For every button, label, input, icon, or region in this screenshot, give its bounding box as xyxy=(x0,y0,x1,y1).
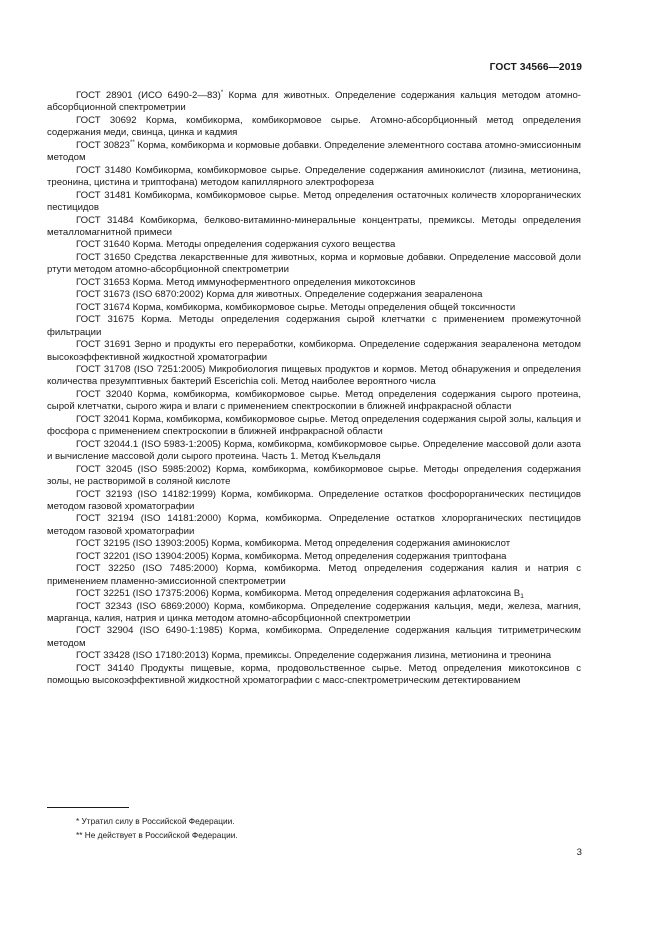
reference-text: ГОСТ 34140 Продукты пищевые, корма, продовольственное сырье. Метод определения микотоксинов с помощью высокоэффективной жидкостной хроматографии с масс-спектрометрическим детектированием xyxy=(47,662,581,687)
reference-text: ГОСТ 32041 Корма, комбикорма, комбикормовое сырье. Метод определения содержания сырой золы, кальция и фосфора с применением спектроскопии в ближней инфракрасной области xyxy=(47,413,581,438)
reference-entry xyxy=(47,289,581,301)
reference-entry xyxy=(47,414,581,439)
reference-text: ГОСТ 31675 Корма. Методы определения содержания сырой клетчатки с применением промежуточной фильтрации xyxy=(47,314,581,338)
normative-references-list xyxy=(47,90,581,688)
reference-entry xyxy=(47,252,581,277)
footnote-withdrawn: * Утратил силу в Российской Федерации. xyxy=(76,816,235,826)
reference-text: ГОСТ 32195 (ISO 13903:2005) Корма, комбикорма. Метод определения содержания аминокислот xyxy=(76,538,511,550)
footnote-not-in-force: ** Не действует в Российской Федерации. xyxy=(76,829,238,840)
reference-entry xyxy=(47,439,581,464)
reference-text: ГОСТ 31673 (ISO 6870:2002) Корма для животных. Определение содержания зеараленона xyxy=(76,289,483,301)
reference-entry xyxy=(47,588,581,600)
reference-text: ГОСТ 32040 Корма, комбикорма, комбикормовое сырье. Метод определения содержания сырого протеина, сырой клетчатки, сырого жира и влаги с применением спектроскопии в ближней инфракрасной области xyxy=(47,388,581,413)
reference-entry xyxy=(47,302,581,314)
reference-entry xyxy=(47,239,581,251)
reference-entry xyxy=(47,277,581,289)
reference-text: ГОСТ 28901 (ИСО 6490-2—83) xyxy=(76,90,221,101)
reference-text: ГОСТ 32343 (ISO 6869:2000) Корма, комбикорма. Определение содержания кальция, меди, железа, магния, марганца, калия, натрия и цинка методом атомно-абсорбционной спектрометрии xyxy=(47,600,581,625)
subscript: 1 xyxy=(520,593,524,601)
reference-text-continued: Корма, комбикорма и кормовые добавки. Определение элементного состава атомно-эмиссионным методом xyxy=(47,139,581,164)
reference-entry xyxy=(47,663,581,688)
reference-entry xyxy=(47,464,581,489)
reference-text: ГОСТ 31674 Корма, комбикорма, комбикормовое сырье. Методы определения общей токсичности xyxy=(76,301,516,313)
footnote-separator xyxy=(47,807,129,808)
reference-entry xyxy=(47,538,581,550)
reference-entry xyxy=(47,364,581,389)
reference-text: ГОСТ 30692 Корма, комбикорма, комбикормовое сырье. Атомно-абсорбционный метод определения содержания меди, свинца, цинка и кадмия xyxy=(47,114,581,139)
document-code-header: ГОСТ 34566—2019 xyxy=(489,62,582,73)
reference-text: ГОСТ 30823 xyxy=(76,139,130,151)
reference-text: ГОСТ 32201 (ISO 13904:2005) Корма, комбикорма. Метод определения содержания триптофана xyxy=(76,550,507,562)
reference-entry xyxy=(47,165,581,190)
reference-entry xyxy=(47,115,581,140)
footnote-mark: * xyxy=(220,90,224,96)
reference-text: ГОСТ 31650 Средства лекарственные для животных, корма и кормовые добавки. Определение массовой доли ртути методом атомно-абсорбционной спектрометрии xyxy=(47,251,581,276)
reference-entry xyxy=(47,389,581,414)
reference-text: ГОСТ 31640 Корма. Методы определения содержания сухого вещества xyxy=(76,239,396,251)
reference-text: ГОСТ 31653 Корма. Метод иммуноферментного определения микотоксинов xyxy=(76,276,416,288)
reference-text: ГОСТ 31708 (ISO 7251:2005) Микробиология пищевых продуктов и кормов. Метод обнаружения и определения количества презумптивных бактерий Escerichia coli. Метод наиболее вероятного числа xyxy=(47,363,581,388)
footnotes xyxy=(76,815,238,842)
reference-entry xyxy=(47,625,581,650)
reference-entry xyxy=(47,551,581,563)
page-number: 3 xyxy=(576,847,582,858)
reference-entry xyxy=(47,650,581,662)
reference-entry xyxy=(47,140,581,165)
reference-text: ГОСТ 32193 (ISO 14182:1999) Корма, комбикорма. Определение остатков фосфорорганических пестицидов методом газовой хроматографии xyxy=(47,488,581,512)
reference-entry xyxy=(47,314,581,339)
reference-text: ГОСТ 32904 (ISO 6490-1:1985) Корма, комбикорма. Определение содержания кальция титриметрическим методом xyxy=(47,625,581,649)
reference-text: ГОСТ 31691 Зерно и продукты его переработки, комбикорма. Определение содержания зеараленона методом высокоэффективной жидкостной хроматографии xyxy=(47,339,581,363)
reference-entry xyxy=(47,563,581,588)
reference-text-continued: Корма для животных. Определение содержания кальция методом атомно-абсорбционной спектрометрии xyxy=(47,90,581,114)
reference-entry xyxy=(47,513,581,538)
footnote-mark: ** xyxy=(130,139,135,146)
reference-text: ГОСТ 31484 Комбикорма, белково-витаминно-минеральные концентраты, премиксы. Методы определения металломагнитной примеси xyxy=(47,214,581,238)
reference-entry xyxy=(47,215,581,240)
reference-entry xyxy=(47,489,581,514)
reference-text: ГОСТ 32044.1 (ISO 5983-1:2005) Корма, комбикорма, комбикормовое сырье. Определение массовой доли азота и вычисление массовой доли сырого протеина. Часть 1. Метод Къельдаля xyxy=(47,438,581,463)
reference-text: ГОСТ 32250 (ISO 7485:2000) Корма, комбикорма. Метод определения содержания калия и натрия с применением пламенно-эмиссионной спектрометрии xyxy=(47,563,581,587)
reference-text: ГОСТ 31481 Комбикорма, комбикормовое сырье. Метод определения остаточных количеств хлорорганических пестицидов xyxy=(47,189,581,214)
reference-entry xyxy=(47,339,581,364)
reference-text: ГОСТ 31480 Комбикорма, комбикормовое сырье. Определение содержания аминокислот (лизина, метионина, треонина, цистина и триптофана) методом капиллярного электрофореза xyxy=(47,164,581,189)
reference-text: ГОСТ 33428 (ISO 17180:2013) Корма, премиксы. Определение содержания лизина, метионина и треонина xyxy=(76,650,552,662)
reference-entry xyxy=(47,601,581,626)
reference-entry xyxy=(47,90,581,115)
reference-text: ГОСТ 32251 (ISO 17375:2006) Корма, комбикорма. Метод определения содержания афлатоксина B xyxy=(76,588,521,600)
reference-text: ГОСТ 32194 (ISO 14181:2000) Корма, комбикорма. Определение остатков хлорорганических пестицидов методом газовой хроматографии xyxy=(47,513,581,537)
reference-text: ГОСТ 32045 (ISO 5985:2002) Корма, комбикорма, комбикормовое сырье. Методы определения содержания золы, не растворимой в соляной кислоте xyxy=(47,463,581,488)
reference-entry xyxy=(47,190,581,215)
